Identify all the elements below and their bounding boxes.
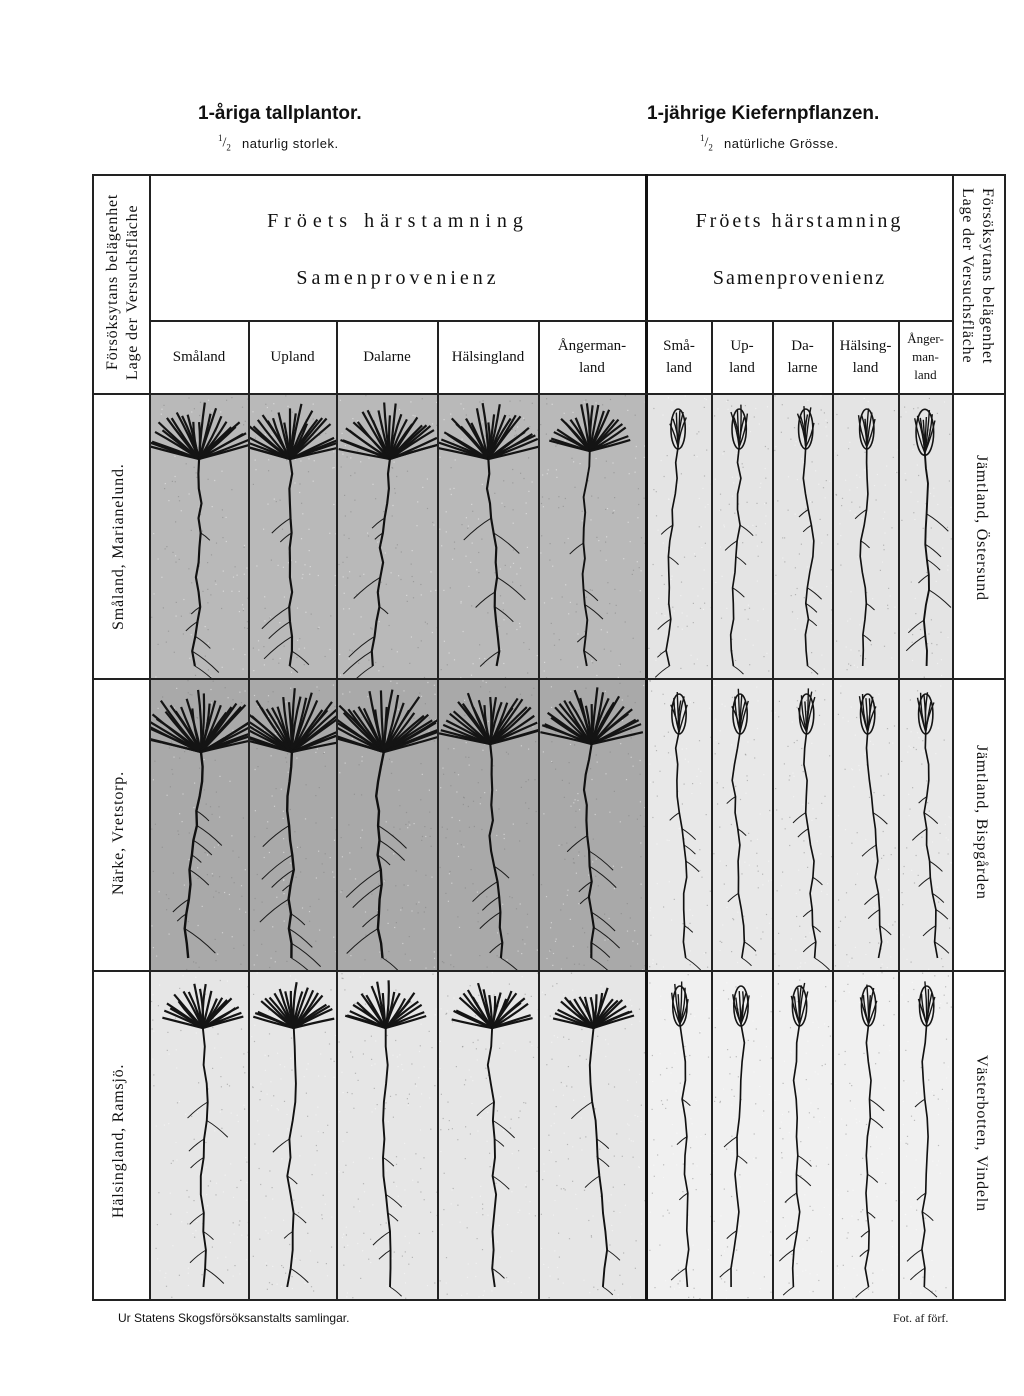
seedling-panel-left-r3-c2	[250, 972, 336, 1299]
seedling-panel-left-r3-c3	[338, 972, 437, 1299]
source-note: Ur Statens Skogsförsöksanstalts samlingar.	[118, 1311, 350, 1325]
provenance-label: Hälsingland	[451, 349, 525, 365]
provenance-anger-man-land	[899, 321, 952, 393]
provenance-label-line1: Up-	[730, 338, 754, 354]
provenance-label-line2: land	[666, 360, 692, 376]
right-group-header-swedish: Fröets härstamning	[695, 210, 904, 232]
seedling-panel-right-r2-c2	[713, 680, 772, 970]
provenance-label-line2: land	[579, 360, 605, 376]
seedling-panel-left-r1-c3	[338, 395, 437, 678]
seedling-panel-left-r3-c5	[540, 972, 645, 1299]
provenance-label: Dalarne	[363, 349, 411, 365]
right-label-column-rule	[952, 174, 954, 1300]
seedling-panel-right-r3-c3	[774, 972, 832, 1299]
seedling-panel-right-r3-c5	[900, 972, 952, 1299]
left-subtitle: naturlig storlek.	[242, 136, 339, 151]
photo-credit: Fot. af förf.	[893, 1311, 949, 1325]
seedling-panel-right-r2-c4	[834, 680, 898, 970]
left-title: 1-åriga tallplantor.	[198, 103, 362, 124]
left-fraction: $^1/_2$	[218, 133, 231, 153]
seedling-panel-left-r2-c1	[151, 680, 248, 970]
seedling-panel-right-r3-c4	[834, 972, 898, 1299]
seedling-panel-left-r2-c4	[439, 680, 538, 970]
left-fraction-denominator: 2	[226, 142, 231, 153]
provenance-halsingland	[438, 321, 538, 393]
seedling-panel-right-r1-c4	[834, 395, 898, 678]
row-label-left-3: Hälsingland, Ramsjö.	[110, 1063, 127, 1218]
left-side-header-german: Lage der Versuchsfläche	[124, 204, 141, 380]
left-group-header-swedish: Fröets härstamning	[267, 210, 529, 232]
table-right-rule	[1004, 174, 1006, 1300]
right-fraction-denominator: 2	[708, 142, 713, 153]
seedling-panel-left-r1-c4	[439, 395, 538, 678]
provenance-label-line1: Ångerman-	[557, 338, 627, 354]
seedling-panel-right-r2-c3	[774, 680, 832, 970]
seedling-panel-right-r1-c3	[774, 395, 832, 678]
row-label-right-3: Västerbotten, Vindeln	[973, 1055, 990, 1212]
provenance-sma-land	[647, 321, 711, 393]
right-side-header-german: Lage der Versuchsfläche	[959, 188, 976, 364]
left-fraction-numerator: 1	[218, 133, 223, 143]
provenance-up-land	[712, 321, 772, 393]
provenance-label-line2: land	[852, 360, 879, 376]
seedling-panel-right-r1-c2	[713, 395, 772, 678]
table-left-rule	[92, 174, 94, 1300]
provenance-label-line2: man-	[912, 349, 939, 364]
provenance-label-line1: Små-	[663, 338, 695, 354]
right-fraction: $^1/_2$	[700, 133, 713, 153]
row-label-left-2: Närke, Vretstorp.	[110, 771, 127, 895]
provenance-dalarne	[337, 321, 437, 393]
right-group-header-german: Samenprovenienz	[712, 267, 887, 289]
provenance-label: Upland	[270, 349, 315, 365]
seedling-panel-right-r1-c5	[900, 395, 952, 678]
provenance-label-line1: Hälsing-	[839, 338, 892, 354]
right-title: 1-jährige Kiefernpflanzen.	[647, 103, 880, 124]
provenance-label-line2: land	[729, 360, 755, 376]
seedling-panel-left-r3-c1	[151, 972, 248, 1299]
table-top-rule	[92, 174, 1006, 176]
seedling-panel-left-r1-c5	[540, 395, 645, 678]
provenance-angermanland	[539, 321, 645, 393]
left-side-header-swedish: Försöksytans belägenhet	[104, 193, 121, 370]
provenance-label-line3: land	[914, 367, 937, 382]
row-label-left-1: Småland, Marianelund.	[110, 463, 127, 630]
provenance-smaland	[150, 321, 248, 393]
right-fraction-numerator: 1	[700, 133, 705, 143]
right-side-header-swedish: Försöksytans belägenhet	[979, 188, 996, 365]
left-group-header-german: Samenprovenienz	[296, 267, 500, 289]
seedling-panel-right-r2-c5	[900, 680, 952, 970]
provenance-label-line1: Ånger-	[907, 331, 944, 346]
provenance-upland	[249, 321, 336, 393]
right-subtitle: natürliche Grösse.	[724, 136, 839, 151]
provenance-label-line1: Da-	[791, 338, 814, 354]
seedling-panel-left-r2-c2	[250, 680, 336, 970]
row-label-right-2: Jämtland, Bispgården	[973, 745, 990, 900]
seedling-panel-left-r2-c3	[338, 680, 437, 970]
row-label-right-1: Jämtland, Östersund	[973, 455, 990, 601]
provenance-halsing-land	[833, 321, 898, 393]
seedling-panel-left-r3-c4	[439, 972, 538, 1299]
seedling-panel-left-r1-c1	[151, 395, 248, 678]
provenance-label: Småland	[172, 349, 226, 365]
seedling-panel-left-r1-c2	[250, 395, 336, 678]
seedling-panel-right-r1-c1	[648, 395, 711, 678]
seedling-panel-right-r3-c2	[713, 972, 772, 1299]
provenance-da-larne	[773, 321, 832, 393]
seedling-panel-right-r3-c1	[648, 972, 711, 1299]
table-bottom-rule	[92, 1299, 1006, 1301]
seedling-panel-left-r2-c5	[540, 680, 645, 970]
seedling-panel-right-r2-c1	[648, 680, 711, 970]
provenance-label-line2: larne	[787, 360, 818, 376]
